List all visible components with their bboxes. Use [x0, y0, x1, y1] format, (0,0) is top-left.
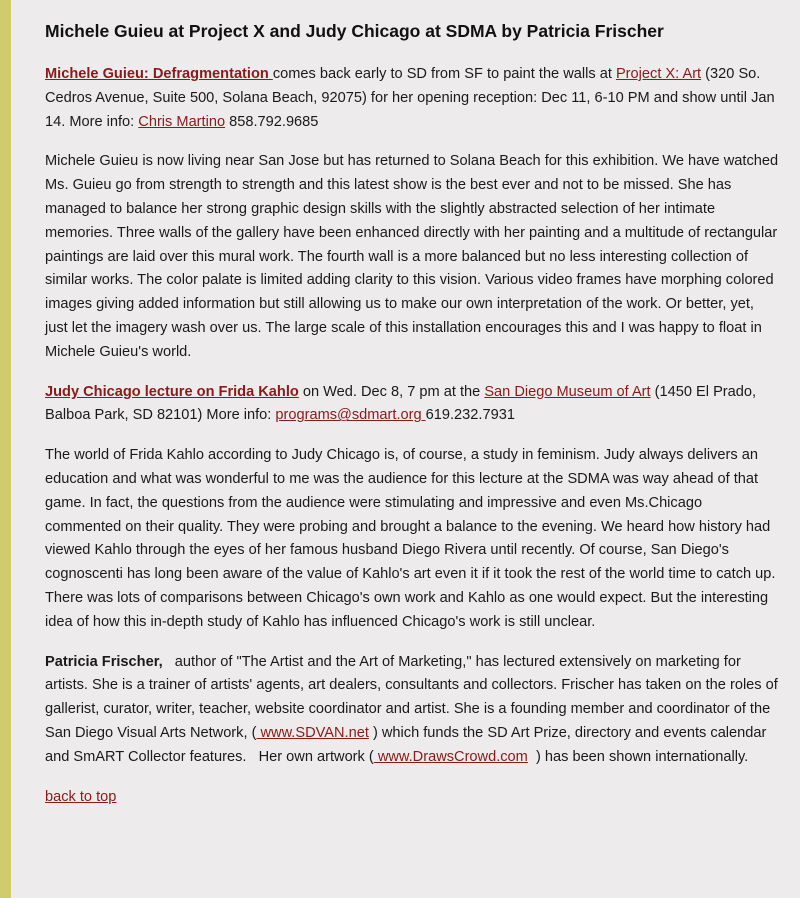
article	[45, 18, 780, 825]
author-bio	[45, 651, 780, 770]
event-chicago	[45, 381, 780, 429]
back-to-top-link[interactable]: back to top	[45, 788, 117, 805]
phone-number: 858.792.9685	[225, 113, 319, 130]
project-x-art-link[interactable]: Project X: Art	[615, 66, 702, 82]
event-text: (320 So. Cedros Avenue, Suite 500, Solana Beach, 92075) for her opening reception: Dec 11, 6-10 PM and show until Jan 14. More info:	[45, 66, 775, 130]
review-guieu: Michele Guieu is now living near San Jose but has returned to Solana Beach for this exhibition. We have watched Ms. Guieu go from strength to strength and this latest show is the best ever and not to be missed. She has managed to balance her strong graphic design skills with the slightly abstracted selection of her intimate memories. Three walls of the gallery have been enhanced directly with her painting and a multitude of rectangular paintings are laid over this mural work. The fourth wall is a more balanced but no less interesting collection of similar works. The color palate is limited adding clarity to this vision. Various video frames have morphing colored images giving added information but still allowing us to make our own interpretation of the work. Or better, yet, just let the imagery wash over us. The large scale of this installation encourages this and I was happy to float in Michele Guieu's world.	[45, 153, 779, 360]
sdmart-email-link[interactable]: programs@sdmart.org	[275, 407, 426, 424]
event-text: comes back early to SD from SF to paint the walls at	[272, 66, 616, 82]
chris-martino-link[interactable]: Chris Martino	[138, 113, 226, 130]
review-chicago: The world of Frida Kahlo according to Judy Chicago is, of course, a study in feminism. Judy always delivers an education and what was wonderful to me was the audience for this lecture at the SDMA was way ahead of that game. In fact, the questions from the audience were stimulating and impressive and even Ms.Chicago commented on their quality. They were probing and brought a balance to the evening. We heard how history had viewed Kahlo through the eyes of her famous husband Diego Rivera until recently. Of course, San Diego's cognoscenti has long been aware of the value of Kahlo's art even it if it took the rest of the world time to catch up. There was lots of comparisons between Chicago's own work and Kahlo as one would expect. But the interesting idea of how this in-depth study of Kahlo has influenced Chicago's work is still unclear.	[45, 447, 776, 630]
event-text: on Wed. Dec 8, 7 pm at the	[298, 383, 485, 400]
author-name: Patricia Frischer,	[45, 653, 163, 670]
drawscrowd-link[interactable]: www.DrawsCrowd.com	[373, 748, 528, 765]
event-guieu	[45, 63, 780, 134]
guieu-defragmentation-link[interactable]: Michele Guieu: Defragmentation	[45, 66, 273, 82]
sdvan-link[interactable]: www.SDVAN.net	[256, 724, 369, 741]
phone-number: 619.232.7931	[425, 407, 515, 424]
event-text: (1450 El Prado, Balboa Park, SD 82101) More info:	[45, 383, 757, 424]
bio-text: author of "The Artist and the Art of Marketing," has lectured extensively on marketing for artists. She is a trainer of artists' agents, art dealers, consultants and collectors. Frischer has taken on the roles of gallerist, curator, writer, teacher, website coordinator and artist. She is a founding member and coordinator of the San Diego Visual Arts Network, (	[45, 653, 778, 741]
sidebar-accent-bar	[0, 0, 11, 898]
bio-text: ) which funds the SD Art Prize, directory and events calendar and SmART Collector features. Her own artwork (	[45, 724, 767, 765]
article-title: Michele Guieu at Project X and Judy Chicago at SDMA by Patricia Frischer	[45, 21, 664, 41]
back-to-top-row	[45, 786, 780, 810]
bio-text: ) has been shown internationally.	[527, 748, 749, 765]
judy-chicago-lecture-link[interactable]: Judy Chicago lecture on Frida Kahlo	[45, 383, 299, 400]
sdma-link[interactable]: San Diego Museum of Art	[484, 383, 651, 400]
